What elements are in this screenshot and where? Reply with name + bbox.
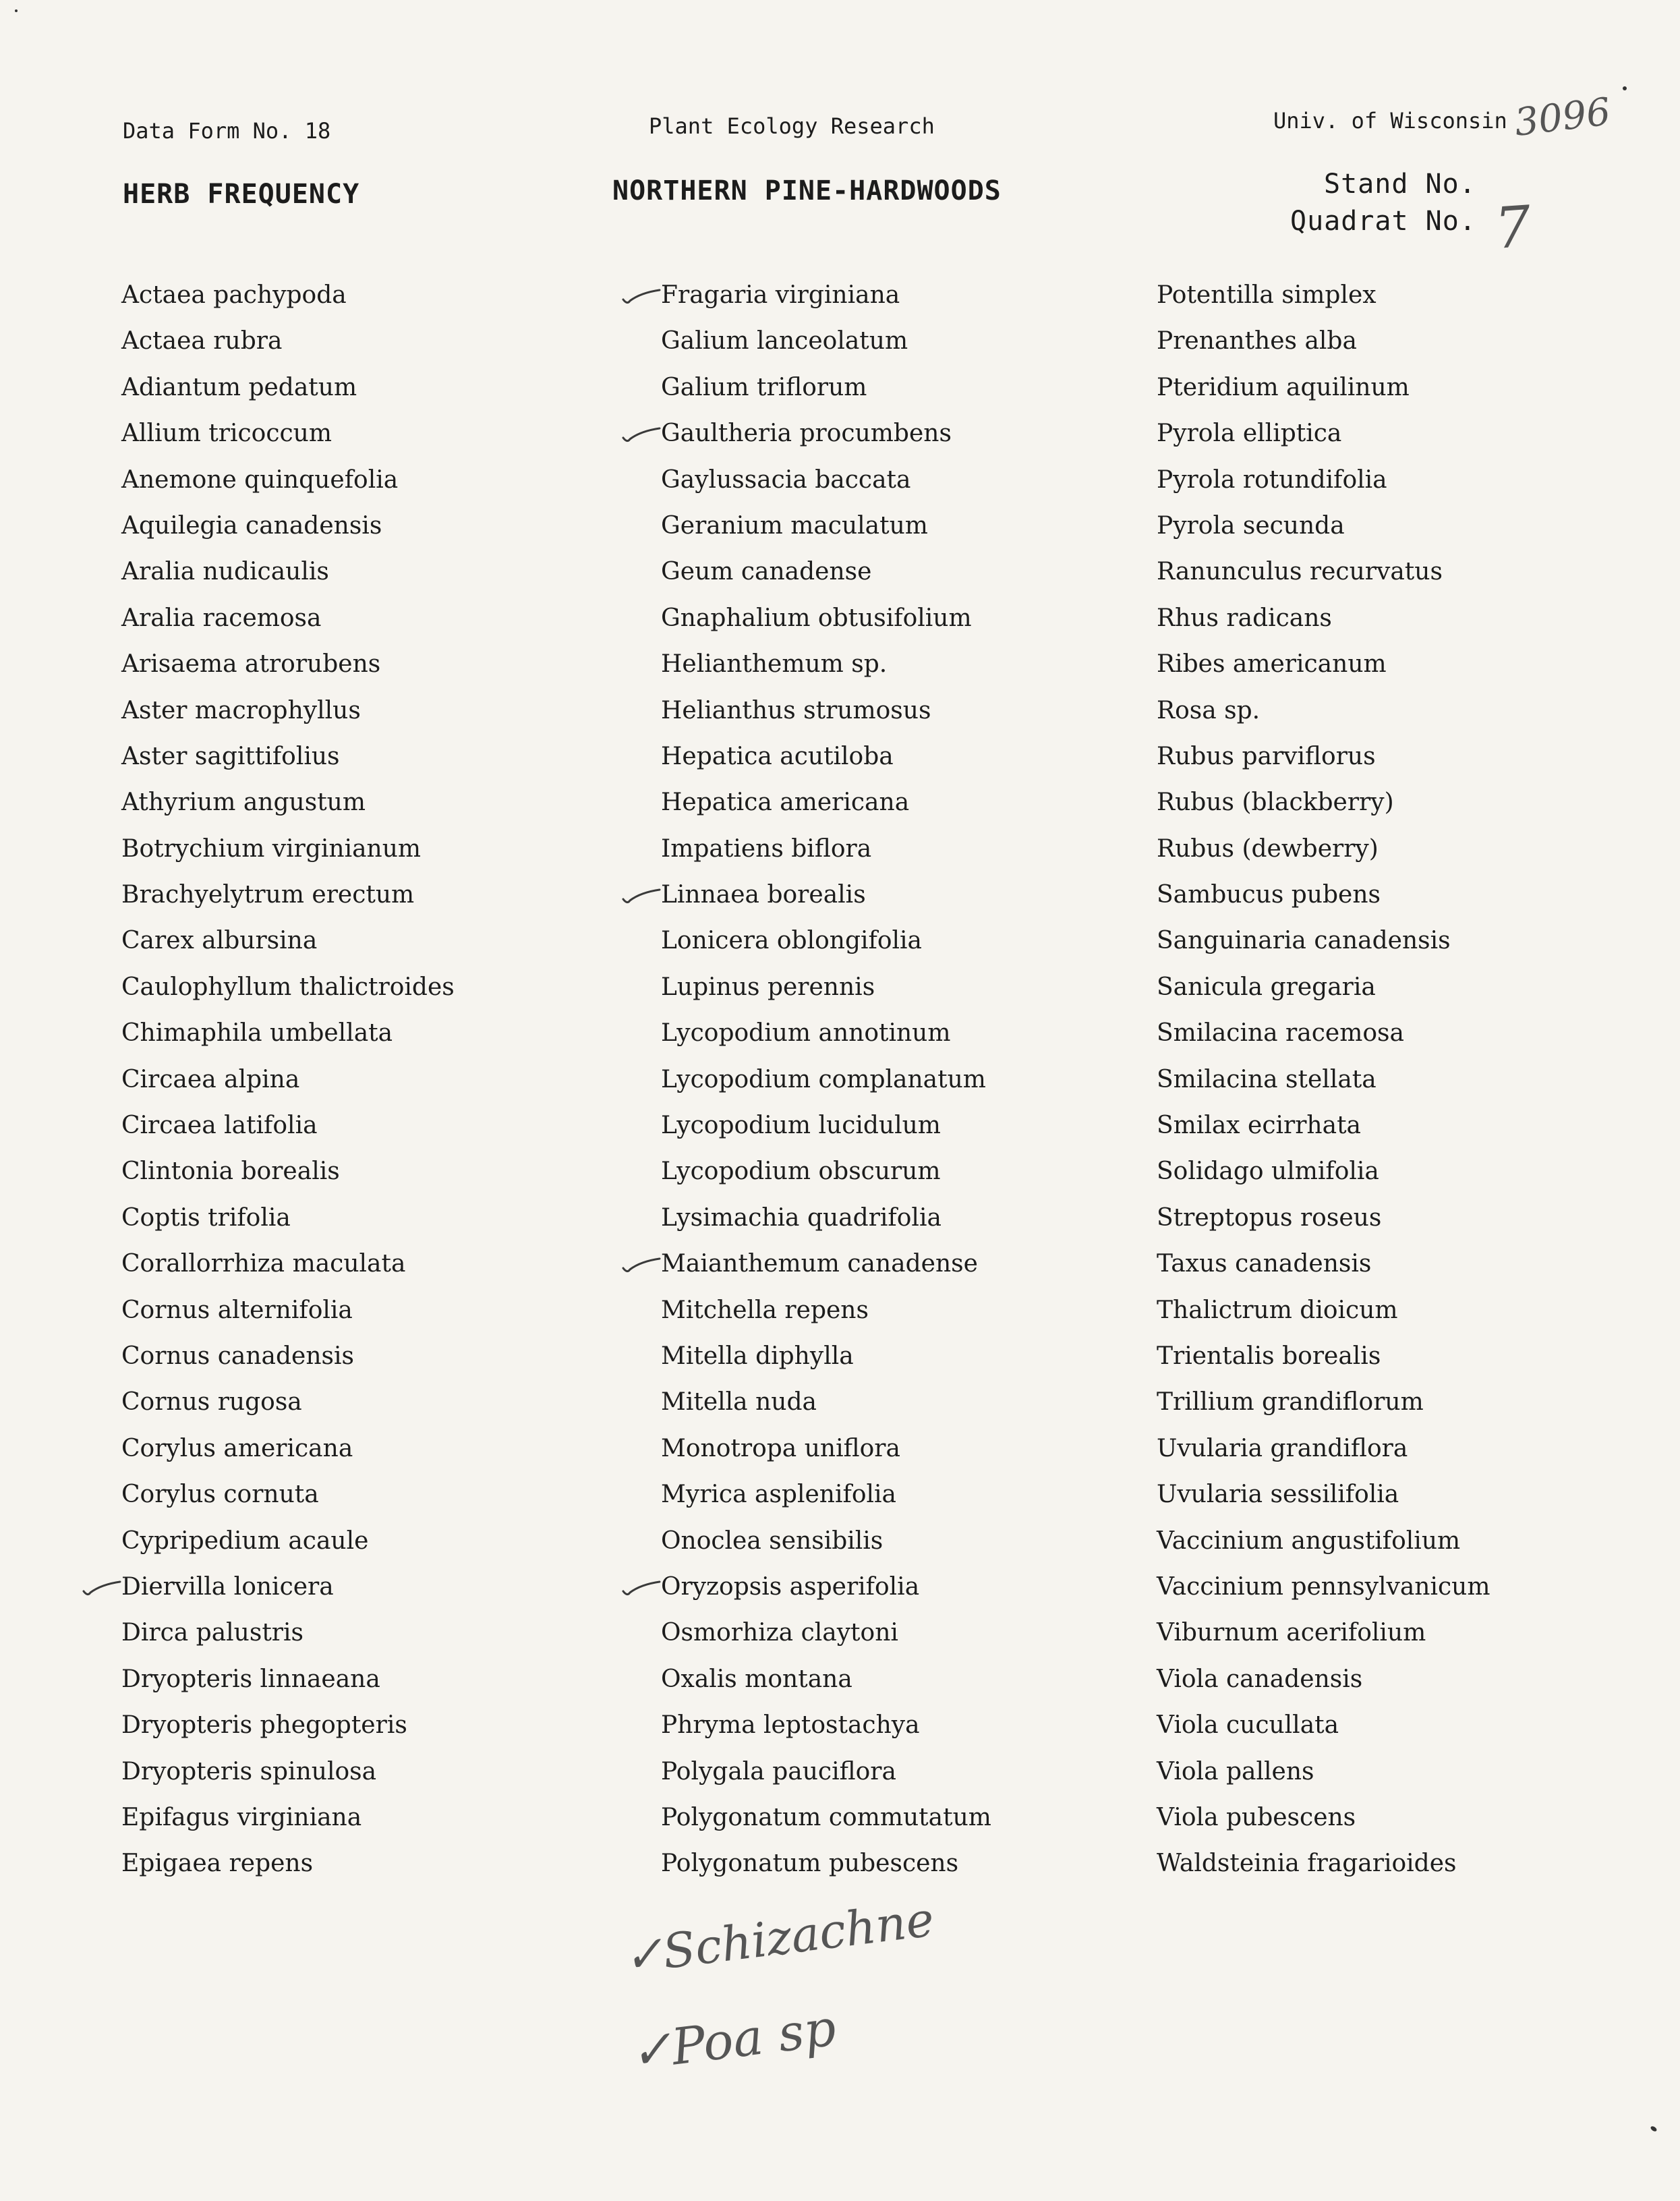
species-name: Trientalis borealis: [1157, 1342, 1381, 1370]
species-column-1: [121, 273, 455, 1887]
species-row: [121, 826, 455, 872]
species-name: Epifagus virginiana: [121, 1803, 362, 1831]
species-name: Linnaea borealis: [661, 881, 866, 909]
species-name: Viola pubescens: [1157, 1803, 1356, 1831]
species-row: [121, 641, 455, 687]
species-row: [1157, 549, 1490, 595]
species-row: [661, 965, 991, 1010]
species-name: Pyrola elliptica: [1157, 420, 1342, 448]
species-row: [661, 1241, 991, 1287]
species-row: [661, 1149, 991, 1195]
species-name: Solidago ulmifolia: [1157, 1157, 1379, 1186]
species-row: [1157, 1149, 1490, 1195]
species-row: [121, 1426, 455, 1472]
species-name: Trillium grandiflorum: [1157, 1388, 1424, 1417]
species-row: [661, 1010, 991, 1056]
species-name: Gaultheria procumbens: [661, 420, 952, 448]
species-name: Botrychium virginianum: [121, 834, 422, 863]
species-row: [661, 503, 991, 549]
species-name: Gaylussacia baccata: [661, 465, 911, 494]
species-name: Oxalis montana: [661, 1665, 852, 1693]
species-name: Vaccinium angustifolium: [1157, 1526, 1461, 1555]
species-row: [121, 1241, 455, 1287]
species-name: Carex albursina: [121, 927, 318, 955]
species-row: [1157, 1010, 1490, 1056]
species-name: Phryma leptostachya: [661, 1711, 920, 1740]
species-row: [661, 1841, 991, 1887]
species-row: [121, 918, 455, 964]
species-row: [1157, 1518, 1490, 1564]
species-name: Aquilegia canadensis: [121, 511, 382, 540]
species-name: Lycopodium obscurum: [661, 1157, 941, 1186]
species-name: Uvularia sessilifolia: [1157, 1481, 1399, 1509]
species-row: [1157, 411, 1490, 457]
species-row: [661, 918, 991, 964]
species-row: [661, 457, 991, 503]
species-name: Myrica asplenifolia: [661, 1481, 896, 1509]
species-name: Cornus alternifolia: [121, 1296, 353, 1324]
community-title: NORTHERN PINE-HARDWOODS: [612, 175, 1002, 206]
species-name: Polygonatum pubescens: [661, 1850, 959, 1878]
species-name: Impatiens biflora: [661, 834, 872, 863]
species-name: Helianthus strumosus: [661, 696, 931, 724]
species-row: [661, 1657, 991, 1703]
species-row: [1157, 596, 1490, 641]
species-name: Actaea rubra: [121, 327, 283, 355]
species-row: [121, 1472, 455, 1518]
species-name: Cypripedium acaule: [121, 1526, 369, 1555]
species-row: [121, 318, 455, 364]
species-name: Epigaea repens: [121, 1850, 314, 1878]
species-name: Actaea pachypoda: [121, 281, 347, 309]
species-row: [1157, 826, 1490, 872]
check-mark-icon: [620, 424, 661, 445]
species-row: [121, 457, 455, 503]
species-name: Aralia nudicaulis: [121, 558, 329, 586]
check-mark-icon: [620, 1578, 661, 1598]
species-name: Potentilla simplex: [1157, 281, 1377, 309]
species-name: Sambucus pubens: [1157, 881, 1381, 909]
species-name: Mitella diphylla: [661, 1342, 854, 1370]
species-row: [121, 1564, 455, 1610]
species-name: Rubus (dewberry): [1157, 834, 1379, 863]
species-row: [121, 596, 455, 641]
quadrat-number-handwritten: 7: [1493, 193, 1534, 262]
species-name: Fragaria virginiana: [661, 281, 900, 309]
species-name: Dryopteris phegopteris: [121, 1711, 407, 1740]
species-row: [661, 1379, 991, 1425]
species-row: [1157, 1288, 1490, 1334]
species-name: Galium triflorum: [661, 373, 867, 401]
species-name: Osmorhiza claytoni: [661, 1619, 898, 1647]
species-row: [121, 1195, 455, 1241]
species-row: [661, 1749, 991, 1795]
species-row: [121, 1703, 455, 1748]
species-name: Lysimachia quadrifolia: [661, 1203, 942, 1232]
species-name: Sanicula gregaria: [1157, 973, 1376, 1001]
check-mark-icon: [620, 1255, 661, 1275]
scan-speck: [1623, 86, 1627, 90]
species-row: [1157, 1703, 1490, 1748]
species-name: Viola cucullata: [1157, 1711, 1339, 1740]
species-name: Dryopteris spinulosa: [121, 1757, 377, 1785]
species-row: [661, 872, 991, 918]
species-name: Caulophyllum thalictroides: [121, 973, 455, 1001]
species-row: [1157, 1103, 1490, 1149]
species-row: [1157, 318, 1490, 364]
species-name: Rosa sp.: [1157, 696, 1261, 724]
species-name: Corylus cornuta: [121, 1481, 319, 1509]
species-row: [121, 1057, 455, 1103]
species-name: Taxus canadensis: [1157, 1250, 1372, 1278]
species-name: Corallorrhiza maculata: [121, 1250, 406, 1278]
species-row: [661, 734, 991, 780]
species-row: [121, 734, 455, 780]
species-name: Circaea alpina: [121, 1065, 300, 1093]
species-row: [121, 365, 455, 411]
species-row: [121, 1334, 455, 1379]
species-row: [121, 1657, 455, 1703]
species-row: [661, 411, 991, 457]
species-name: Hepatica americana: [661, 789, 910, 817]
species-row: [1157, 457, 1490, 503]
species-name: Vaccinium pennsylvanicum: [1157, 1572, 1490, 1601]
species-row: [661, 1703, 991, 1748]
species-row: [121, 273, 455, 318]
species-row: [121, 780, 455, 826]
species-row: [1157, 1610, 1490, 1656]
species-row: [121, 503, 455, 549]
species-row: [1157, 918, 1490, 964]
species-column-3: [1157, 273, 1490, 1887]
species-row: [1157, 1057, 1490, 1103]
species-name: Lycopodium complanatum: [661, 1065, 986, 1093]
species-name: Mitchella repens: [661, 1296, 869, 1324]
species-row: [1157, 1426, 1490, 1472]
check-mark-icon: ✓: [627, 2019, 676, 2082]
species-name: Viola canadensis: [1157, 1665, 1363, 1693]
species-name: Lupinus perennis: [661, 973, 875, 1001]
species-row: [1157, 872, 1490, 918]
species-row: [121, 1610, 455, 1656]
species-row: [661, 365, 991, 411]
species-name: Lonicera oblongifolia: [661, 927, 922, 955]
stand-number-label: Stand No.: [1324, 169, 1476, 200]
species-row: [1157, 965, 1490, 1010]
species-name: Anemone quinquefolia: [121, 465, 399, 494]
species-name: Lycopodium lucidulum: [661, 1112, 941, 1140]
species-row: [1157, 1564, 1490, 1610]
handwritten-addition-1: ✓Schizachne: [620, 1891, 937, 1984]
species-row: [661, 688, 991, 734]
species-name: Polygala pauciflora: [661, 1757, 896, 1785]
species-name: Ribes americanum: [1157, 650, 1387, 679]
species-row: [1157, 1195, 1490, 1241]
species-row: [1157, 1657, 1490, 1703]
species-name: Smilacina stellata: [1157, 1065, 1377, 1093]
species-row: [1157, 688, 1490, 734]
species-row: [661, 1334, 991, 1379]
species-row: [1157, 365, 1490, 411]
organization-name: Plant Ecology Research: [649, 113, 935, 139]
species-name: Diervilla lonicera: [121, 1572, 334, 1601]
species-row: [121, 1288, 455, 1334]
species-row: [121, 1841, 455, 1887]
species-name: Pteridium aquilinum: [1157, 373, 1410, 401]
species-row: [661, 549, 991, 595]
species-name: Geranium maculatum: [661, 511, 928, 540]
check-mark-icon: ✓: [620, 1924, 667, 1984]
species-name: Aster macrophyllus: [121, 696, 361, 724]
check-mark-icon: [620, 286, 661, 306]
species-name: Smilax ecirrhata: [1157, 1112, 1362, 1140]
species-name: Brachyelytrum erectum: [121, 881, 415, 909]
species-row: [1157, 1841, 1490, 1887]
species-name: Circaea latifolia: [121, 1112, 318, 1140]
university-name: Univ. of Wisconsin: [1273, 108, 1507, 134]
species-name: Gnaphalium obtusifolium: [661, 604, 972, 632]
species-name: Dirca palustris: [121, 1619, 303, 1647]
species-row: [121, 549, 455, 595]
species-name: Prenanthes alba: [1157, 327, 1357, 355]
species-name: Geum canadense: [661, 558, 872, 586]
species-name: Polygonatum commutatum: [661, 1803, 991, 1831]
species-name: Aralia racemosa: [121, 604, 322, 632]
species-name: Galium lanceolatum: [661, 327, 908, 355]
species-row: [661, 318, 991, 364]
species-name: Cornus canadensis: [121, 1342, 354, 1370]
species-row: [661, 1795, 991, 1841]
species-row: [1157, 1749, 1490, 1795]
species-row: [661, 1610, 991, 1656]
species-name: Onoclea sensibilis: [661, 1526, 884, 1555]
species-row: [121, 965, 455, 1010]
species-name: Coptis trifolia: [121, 1203, 291, 1232]
species-row: [121, 1749, 455, 1795]
species-name: Helianthemum sp.: [661, 650, 888, 679]
species-row: [121, 1149, 455, 1195]
species-row: [661, 1518, 991, 1564]
species-row: [661, 1103, 991, 1149]
species-row: [1157, 1379, 1490, 1425]
species-row: [661, 596, 991, 641]
species-name: Smilacina racemosa: [1157, 1019, 1404, 1048]
species-row: [661, 1288, 991, 1334]
species-row: [661, 1472, 991, 1518]
species-name: Corylus americana: [121, 1434, 353, 1462]
species-name: Uvularia grandiflora: [1157, 1434, 1408, 1462]
species-name: Hepatica acutiloba: [661, 742, 894, 770]
species-name: Aster sagittifolius: [121, 742, 340, 770]
species-name: Cornus rugosa: [121, 1388, 302, 1417]
species-name: Mitella nuda: [661, 1388, 817, 1417]
species-row: [1157, 1241, 1490, 1287]
species-row: [1157, 1795, 1490, 1841]
species-column-2: [661, 273, 991, 1887]
species-name: Sanguinaria canadensis: [1157, 927, 1451, 955]
species-name: Athyrium angustum: [121, 789, 366, 817]
species-name: Maianthemum canadense: [661, 1250, 978, 1278]
species-row: [121, 688, 455, 734]
species-name: Viburnum acerifolium: [1157, 1619, 1426, 1647]
species-name: Thalictrum dioicum: [1157, 1296, 1398, 1324]
species-row: [121, 1795, 455, 1841]
stand-number-handwritten: 3096: [1512, 90, 1613, 145]
species-name: Pyrola secunda: [1157, 511, 1345, 540]
species-name: Allium tricoccum: [121, 420, 332, 448]
species-row: [121, 1518, 455, 1564]
species-row: [1157, 273, 1490, 318]
species-row: [1157, 641, 1490, 687]
species-name: Oryzopsis asperifolia: [661, 1572, 920, 1601]
species-name: Lycopodium annotinum: [661, 1019, 951, 1048]
species-row: [661, 1195, 991, 1241]
form-title: HERB FREQUENCY: [123, 179, 360, 210]
species-row: [661, 273, 991, 318]
species-row: [121, 1103, 455, 1149]
species-name: Waldsteinia fragarioides: [1157, 1850, 1457, 1878]
species-name: Pyrola rotundifolia: [1157, 465, 1387, 494]
species-row: [1157, 1334, 1490, 1379]
species-row: [661, 1564, 991, 1610]
species-row: [661, 1426, 991, 1472]
form-number: Data Form No. 18: [123, 118, 331, 144]
species-row: [121, 1379, 455, 1425]
check-mark-icon: [81, 1578, 121, 1598]
species-row: [1157, 780, 1490, 826]
species-name: Arisaema atrorubens: [121, 650, 381, 679]
species-name: Chimaphila umbellata: [121, 1019, 393, 1048]
species-name: Clintonia borealis: [121, 1157, 340, 1186]
scan-speck: [1650, 2125, 1658, 2133]
species-row: [661, 826, 991, 872]
species-name: Adiantum pedatum: [121, 373, 357, 401]
species-row: [121, 872, 455, 918]
species-row: [1157, 503, 1490, 549]
species-row: [1157, 734, 1490, 780]
species-name: Monotropa uniflora: [661, 1434, 900, 1462]
quadrat-number-label: Quadrat No.: [1290, 206, 1476, 237]
species-row: [661, 780, 991, 826]
scan-speck: [15, 9, 18, 12]
species-row: [121, 1010, 455, 1056]
species-row: [661, 641, 991, 687]
species-row: [661, 1057, 991, 1103]
species-row: [121, 411, 455, 457]
species-name: Viola pallens: [1157, 1757, 1314, 1785]
species-name: Ranunculus recurvatus: [1157, 558, 1443, 586]
species-name: Rhus radicans: [1157, 604, 1332, 632]
species-name: Streptopus roseus: [1157, 1203, 1382, 1232]
check-mark-icon: [620, 886, 661, 906]
species-name: Dryopteris linnaeana: [121, 1665, 380, 1693]
species-name: Rubus (blackberry): [1157, 789, 1394, 817]
species-name: Rubus parviflorus: [1157, 742, 1376, 770]
handwritten-addition-2: ✓Poa sp: [627, 1999, 840, 2082]
species-row: [1157, 1472, 1490, 1518]
